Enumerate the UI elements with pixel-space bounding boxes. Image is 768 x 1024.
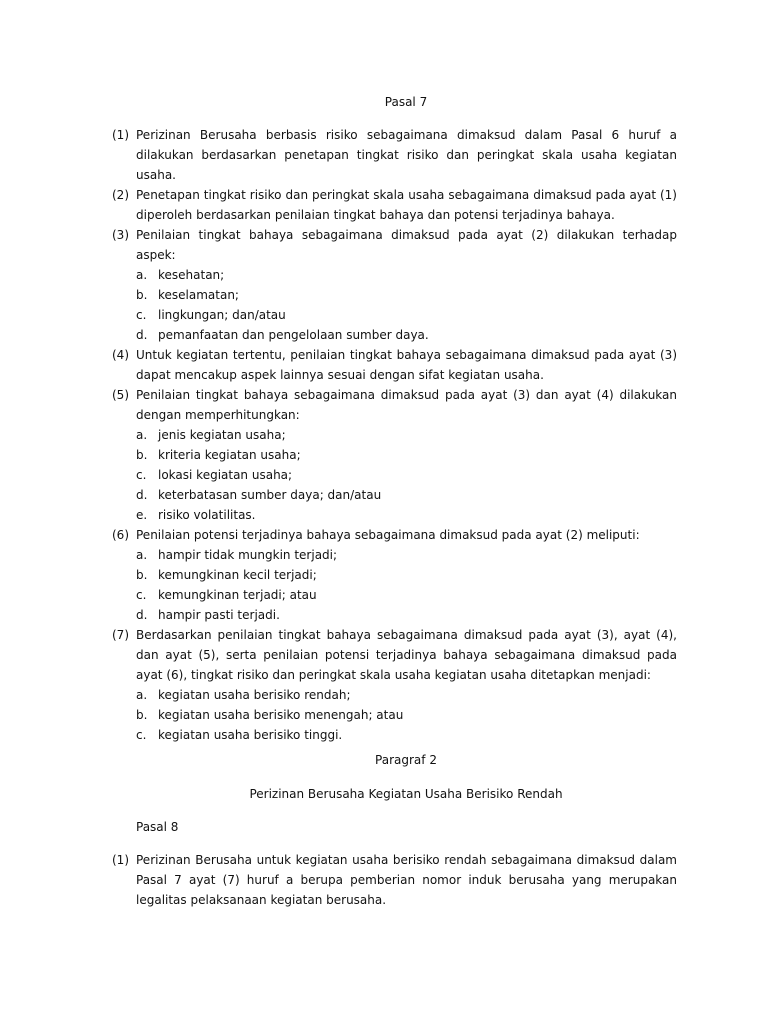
item-number: (7) [112,628,129,642]
sub-item-text: keterbatasan sumber daya; dan/atau [158,488,382,502]
sub-item-text: keselamatan; [158,288,239,302]
item-number: (6) [112,528,129,542]
article-item [112,850,677,910]
item-number: (4) [112,348,129,362]
sub-item [112,325,677,345]
pasal-7-title: Pasal 7 [384,95,428,109]
sub-item-letter: c. [136,468,147,482]
sub-item-text: lokasi kegiatan usaha; [158,468,293,482]
sub-item-letter: d. [136,608,148,622]
sub-item-letter: a. [136,548,148,562]
paragraf-subtitle: Perizinan Berusaha Kegiatan Usaha Berisiko Rendah [249,787,563,801]
sub-item [112,265,677,285]
article-item [112,125,677,185]
article-item [112,345,677,385]
sub-item-text: hampir pasti terjadi. [158,608,280,622]
article-item [112,225,677,265]
sub-item-letter: c. [136,308,147,322]
item-number: (5) [112,388,129,402]
item-number: (1) [112,853,129,867]
sub-item-letter: a. [136,688,148,702]
sub-item [112,445,677,465]
article-item [112,525,677,545]
sub-item-letter: c. [136,728,147,742]
sub-item-text: risiko volatilitas. [158,508,256,522]
pasal-7-list [112,125,677,745]
sub-item [112,425,677,445]
sub-item-text: lingkungan; dan/atau [158,308,286,322]
sub-item-text: kemungkinan terjadi; atau [158,588,317,602]
sub-item-letter: d. [136,488,148,502]
item-text: Penilaian tingkat bahaya sebagaimana dimaksud pada ayat (3) dan ayat (4) dilakukan dengan memperhitungkan: [136,388,677,422]
sub-item [112,285,677,305]
item-text: Perizinan Berusaha untuk kegiatan usaha berisiko rendah sebagaimana dimaksud dalam Pasal 7 ayat (7) huruf a berupa pemberian nomor induk berusaha yang merupakan legalitas pelaksanaan kegiatan berusaha. [136,853,677,907]
sub-item-text: kriteria kegiatan usaha; [158,448,301,462]
pasal-8-title: Pasal 8 [136,820,179,834]
sub-item-letter: b. [136,708,148,722]
sub-item-text: pemanfaatan dan pengelolaan sumber daya. [158,328,429,342]
sub-item [112,545,677,565]
sub-item [112,705,677,725]
item-number: (1) [112,128,129,142]
sub-item [112,605,677,625]
item-text: Penilaian tingkat bahaya sebagaimana dimaksud pada ayat (2) dilakukan terhadap aspek: [136,228,677,262]
item-text: Perizinan Berusaha berbasis risiko sebagaimana dimaksud dalam Pasal 6 huruf a dilakukan berdasarkan penetapan tingkat risiko dan peringkat skala usaha kegiatan usaha. [136,128,677,182]
article-item [112,185,677,225]
sub-item-letter: a. [136,428,148,442]
item-text: Penilaian potensi terjadinya bahaya sebagaimana dimaksud pada ayat (2) meliputi: [136,528,640,542]
item-text: Berdasarkan penilaian tingkat bahaya sebagaimana dimaksud pada ayat (3), ayat (4), dan ayat (5), serta penilaian potensi terjadinya bahaya sebagaimana dimaksud pada ayat (6), tingkat risiko dan peringkat skala usaha kegiatan usaha ditetapkan menjadi: [136,628,677,682]
item-number: (2) [112,188,129,202]
sub-item [112,725,677,745]
item-text: Untuk kegiatan tertentu, penilaian tingkat bahaya sebagaimana dimaksud pada ayat (3) dapat mencakup aspek lainnya sesuai dengan sifat kegiatan usaha. [136,348,677,382]
sub-item [112,505,677,525]
sub-item [112,305,677,325]
sub-item [112,565,677,585]
article-item [112,625,677,685]
item-number: (3) [112,228,129,242]
pasal-8-list [112,850,677,910]
sub-item [112,485,677,505]
sub-item-letter: b. [136,288,148,302]
sub-item-letter: b. [136,568,148,582]
sub-item-text: hampir tidak mungkin terjadi; [158,548,338,562]
sub-item-letter: c. [136,588,147,602]
sub-item [112,465,677,485]
sub-item-letter: e. [136,508,148,522]
sub-item-text: kegiatan usaha berisiko menengah; atau [158,708,404,722]
article-item [112,385,677,425]
paragraf-title: Paragraf 2 [375,753,437,767]
sub-item-text: kegiatan usaha berisiko tinggi. [158,728,343,742]
sub-item-letter: b. [136,448,148,462]
sub-item-text: jenis kegiatan usaha; [158,428,286,442]
sub-item-text: kegiatan usaha berisiko rendah; [158,688,351,702]
sub-item-text: kesehatan; [158,268,225,282]
item-text: Penetapan tingkat risiko dan peringkat skala usaha sebagaimana dimaksud pada ayat (1) diperoleh berdasarkan penilaian tingkat bahaya dan potensi terjadinya bahaya. [136,188,677,222]
sub-item [112,685,677,705]
sub-item-letter: a. [136,268,148,282]
sub-item [112,585,677,605]
sub-item-text: kemungkinan kecil terjadi; [158,568,317,582]
sub-item-letter: d. [136,328,148,342]
